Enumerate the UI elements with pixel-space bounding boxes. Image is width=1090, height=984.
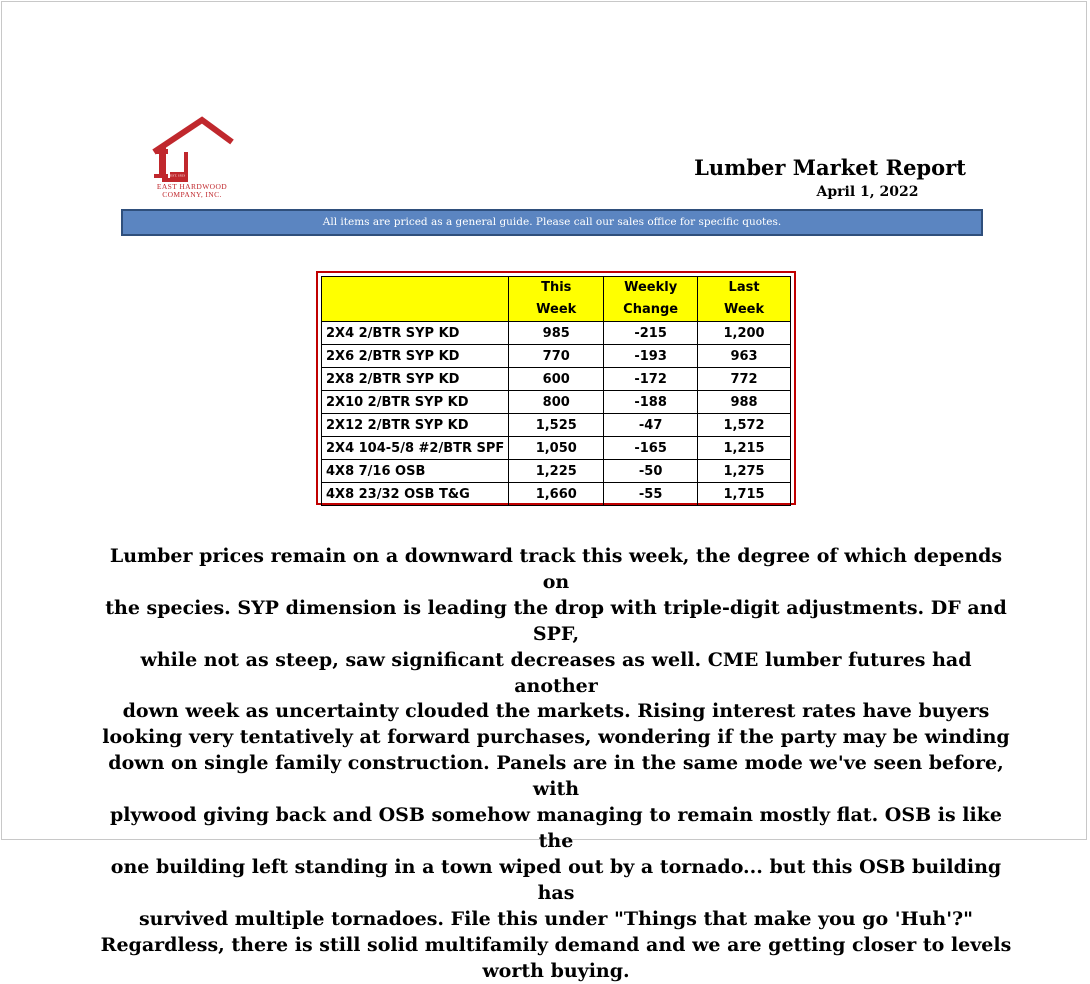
table-row [322, 322, 791, 345]
last-week-cell: 1,715 [698, 483, 791, 506]
item-cell: 4X8 23/32 OSB T&G [322, 483, 509, 506]
commentary-line: Regardless, there is still solid multifamily demand and we are getting closer to levels [100, 933, 1012, 959]
item-cell: 2X4 2/BTR SYP KD [322, 322, 509, 345]
header-last-week [698, 277, 791, 322]
this-week-cell: 770 [509, 345, 604, 368]
change-cell: -50 [604, 460, 698, 483]
company-logo [150, 116, 236, 206]
commentary-line: down week as uncertainty clouded the markets. Rising interest rates have buyers [100, 699, 1012, 725]
price-table [321, 276, 791, 506]
last-week-cell: 1,200 [698, 322, 791, 345]
logo-company-name: EAST HARDWOOD [144, 182, 240, 191]
item-cell: 4X8 7/16 OSB [322, 460, 509, 483]
table-row [322, 391, 791, 414]
this-week-cell: 1,050 [509, 437, 604, 460]
last-week-cell: 1,215 [698, 437, 791, 460]
header-weekly-change [604, 277, 698, 322]
commentary-line: while not as steep, saw significant decreases as well. CME lumber futures had another [100, 648, 1012, 700]
change-cell: -165 [604, 437, 698, 460]
this-week-cell: 1,660 [509, 483, 604, 506]
header-this-week [509, 277, 604, 322]
last-week-cell: 1,572 [698, 414, 791, 437]
this-week-cell: 800 [509, 391, 604, 414]
header-this-week-line1: This [541, 280, 571, 295]
item-cell: 2X4 104-5/8 #2/BTR SPF [322, 437, 509, 460]
table-row [322, 345, 791, 368]
commentary-line: plywood giving back and OSB somehow managing to remain mostly flat. OSB is like the [100, 803, 1012, 855]
item-cell: 2X12 2/BTR SYP KD [322, 414, 509, 437]
this-week-cell: 1,225 [509, 460, 604, 483]
table-row [322, 460, 791, 483]
commentary-line: one building left standing in a town wiped out by a tornado... but this OSB building has [100, 855, 1012, 907]
this-week-cell: 1,525 [509, 414, 604, 437]
change-cell: -188 [604, 391, 698, 414]
item-cell: 2X10 2/BTR SYP KD [322, 391, 509, 414]
report-title: Lumber Market Report [690, 155, 970, 180]
header-weekly-change-line2: Change [623, 302, 678, 317]
market-commentary [100, 544, 1012, 984]
table-row [322, 368, 791, 391]
commentary-line: Lumber prices remain on a downward track this week, the degree of which depends on [100, 544, 1012, 596]
table-row [322, 414, 791, 437]
this-week-cell: 985 [509, 322, 604, 345]
header-item [322, 277, 509, 322]
table-row [322, 437, 791, 460]
change-cell: -215 [604, 322, 698, 345]
report-date: April 1, 2022 [790, 184, 945, 200]
change-cell: -193 [604, 345, 698, 368]
item-cell: 2X6 2/BTR SYP KD [322, 345, 509, 368]
change-cell: -55 [604, 483, 698, 506]
last-week-cell: 772 [698, 368, 791, 391]
this-week-cell: 600 [509, 368, 604, 391]
table-row [322, 483, 791, 506]
last-week-cell: 963 [698, 345, 791, 368]
last-week-cell: 988 [698, 391, 791, 414]
item-cell: 2X8 2/BTR SYP KD [322, 368, 509, 391]
price-table-frame [316, 271, 796, 505]
header-last-week-line2: Week [724, 302, 764, 317]
last-week-cell: 1,275 [698, 460, 791, 483]
commentary-line: looking very tentatively at forward purchases, wondering if the party may be winding [100, 725, 1012, 751]
header-this-week-line2: Week [536, 302, 576, 317]
commentary-line: worth buying. [100, 959, 1012, 984]
commentary-line: survived multiple tornadoes. File this under "Things that make you go 'Huh'?" [100, 907, 1012, 933]
pricing-disclaimer-banner: All items are priced as a general guide. Please call our sales office for specific quotes. [121, 209, 983, 236]
commentary-line: down on single family construction. Panels are in the same mode we've seen before, with [100, 751, 1012, 803]
header-last-week-line1: Last [729, 280, 760, 295]
change-cell: -47 [604, 414, 698, 437]
table-header-row [322, 277, 791, 322]
house-logo-icon [150, 116, 236, 182]
logo-company-suffix: COMPANY, INC. [144, 190, 240, 199]
commentary-line: the species. SYP dimension is leading the drop with triple-digit adjustments. DF and SPF, [100, 596, 1012, 648]
header-weekly-change-line1: Weekly [624, 280, 677, 295]
change-cell: -172 [604, 368, 698, 391]
logo-badge-text: EST. 1923 [170, 174, 185, 178]
